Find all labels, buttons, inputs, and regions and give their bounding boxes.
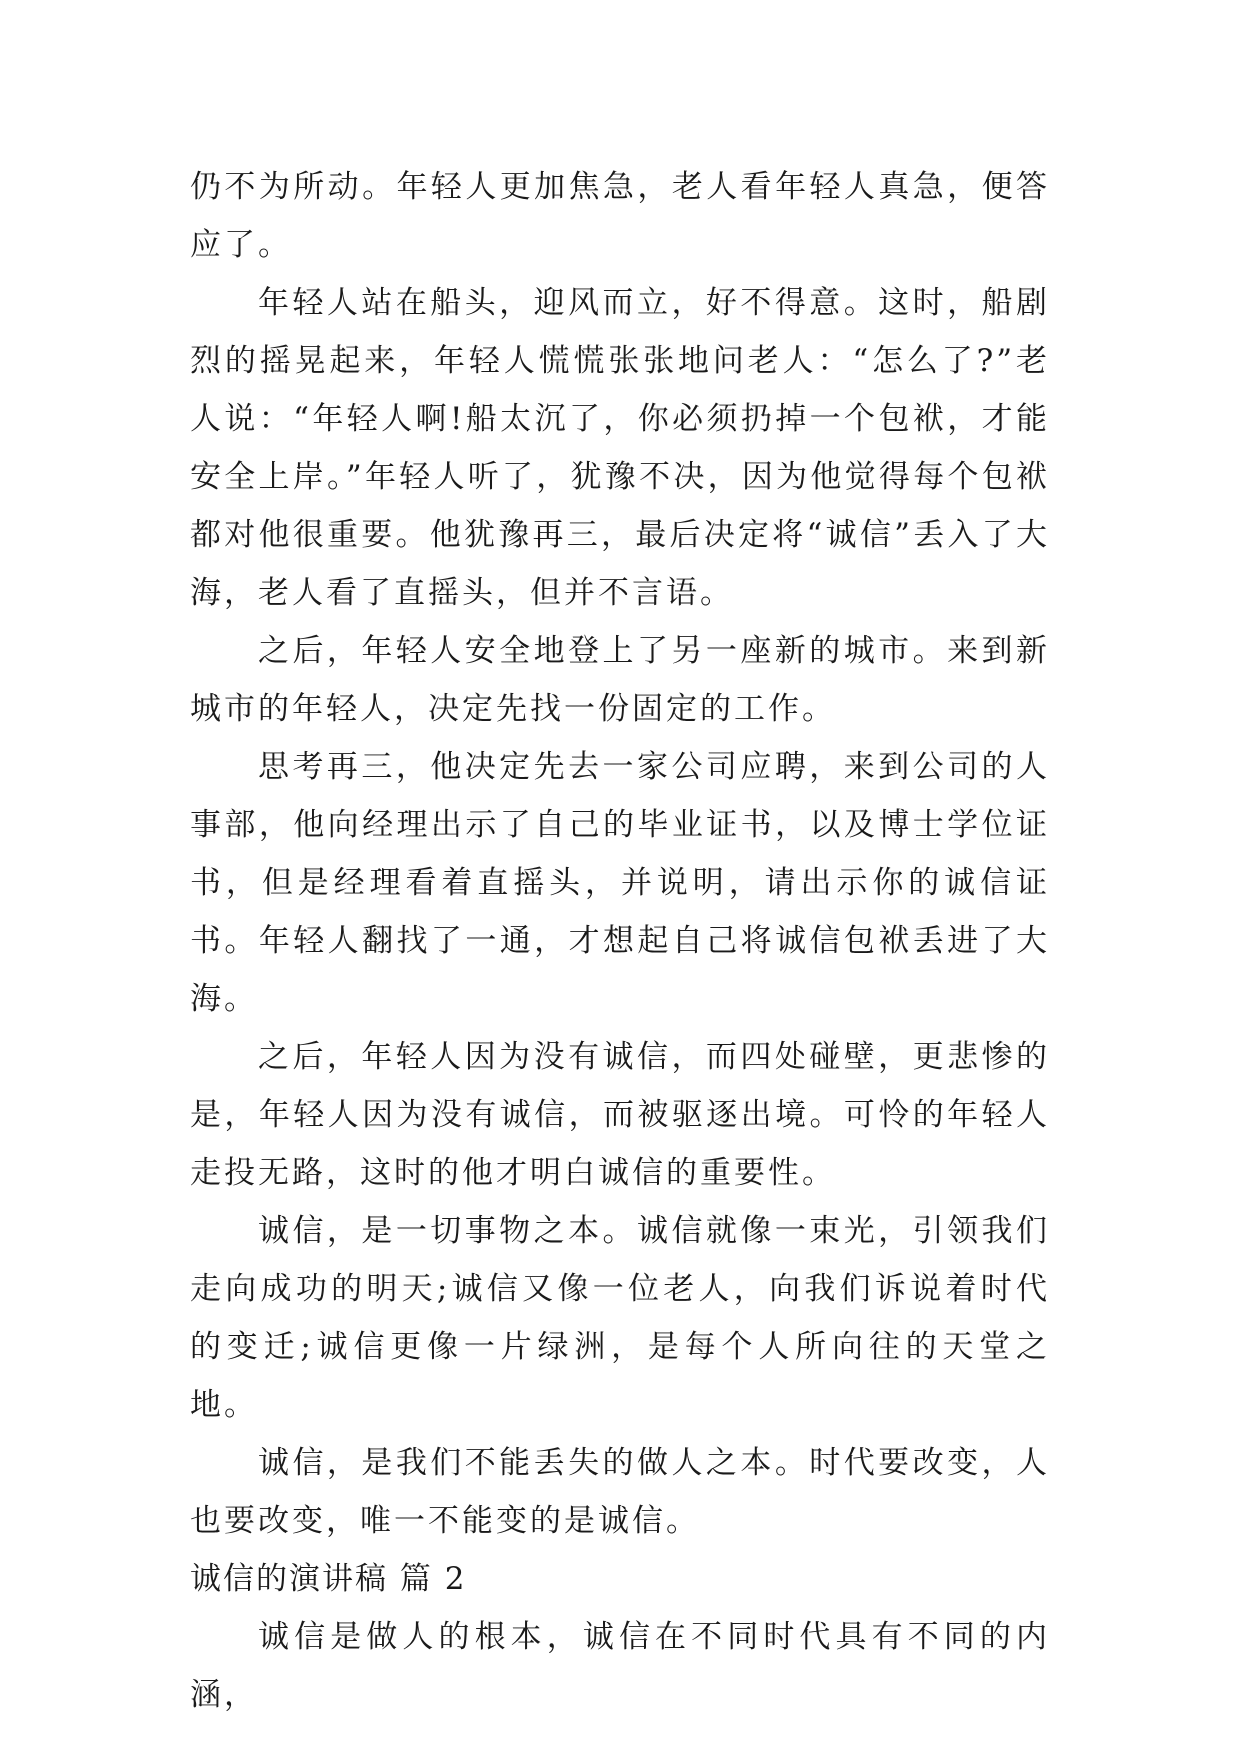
paragraph-continuation: 仍不为所动。年轻人更加焦急，老人看年轻人真急，便答应了。 xyxy=(190,169,1050,263)
paragraph: 诚信是做人的根本，诚信在不同时代具有不同的内涵， xyxy=(190,1619,1050,1713)
paragraph: 思考再三，他决定先去一家公司应聘，来到公司的人事部，他向经理出示了自己的毕业证书，以及博士学位证书，但是经理看着直摇头，并说明，请出示你的诚信证书。年轻人翻找了一通，才想起自己将诚信包袱丢进了大海。 xyxy=(190,749,1050,1017)
paragraph: 之后，年轻人因为没有诚信，而四处碰壁，更悲惨的是，年轻人因为没有诚信，而被驱逐出境。可怜的年轻人走投无路，这时的他才明白诚信的重要性。 xyxy=(190,1039,1050,1191)
paragraph: 诚信，是我们不能丢失的做人之本。时代要改变，人也要改变，唯一不能变的是诚信。 xyxy=(190,1445,1050,1539)
paragraph: 年轻人站在船头，迎风而立，好不得意。这时，船剧烈的摇晃起来，年轻人慌慌张张地问老人：“怎么了?”老人说：“年轻人啊!船太沉了，你必须扔掉一个包袱，才能安全上岸。”年轻人听了，犹豫不决，因为他觉得每个包袱都对他很重要。他犹豫再三，最后决定将“诚信”丢入了大海，老人看了直摇头，但并不言语。 xyxy=(190,285,1050,611)
section-heading: 诚信的演讲稿 篇 2 xyxy=(190,1561,467,1597)
document-body xyxy=(190,158,1050,1724)
paragraph: 诚信，是一切事物之本。诚信就像一束光，引领我们走向成功的明天;诚信又像一位老人，向我们诉说着时代的变迁;诚信更像一片绿洲，是每个人所向往的天堂之地。 xyxy=(190,1213,1050,1423)
paragraph: 之后，年轻人安全地登上了另一座新的城市。来到新城市的年轻人，决定先找一份固定的工作。 xyxy=(190,633,1050,727)
